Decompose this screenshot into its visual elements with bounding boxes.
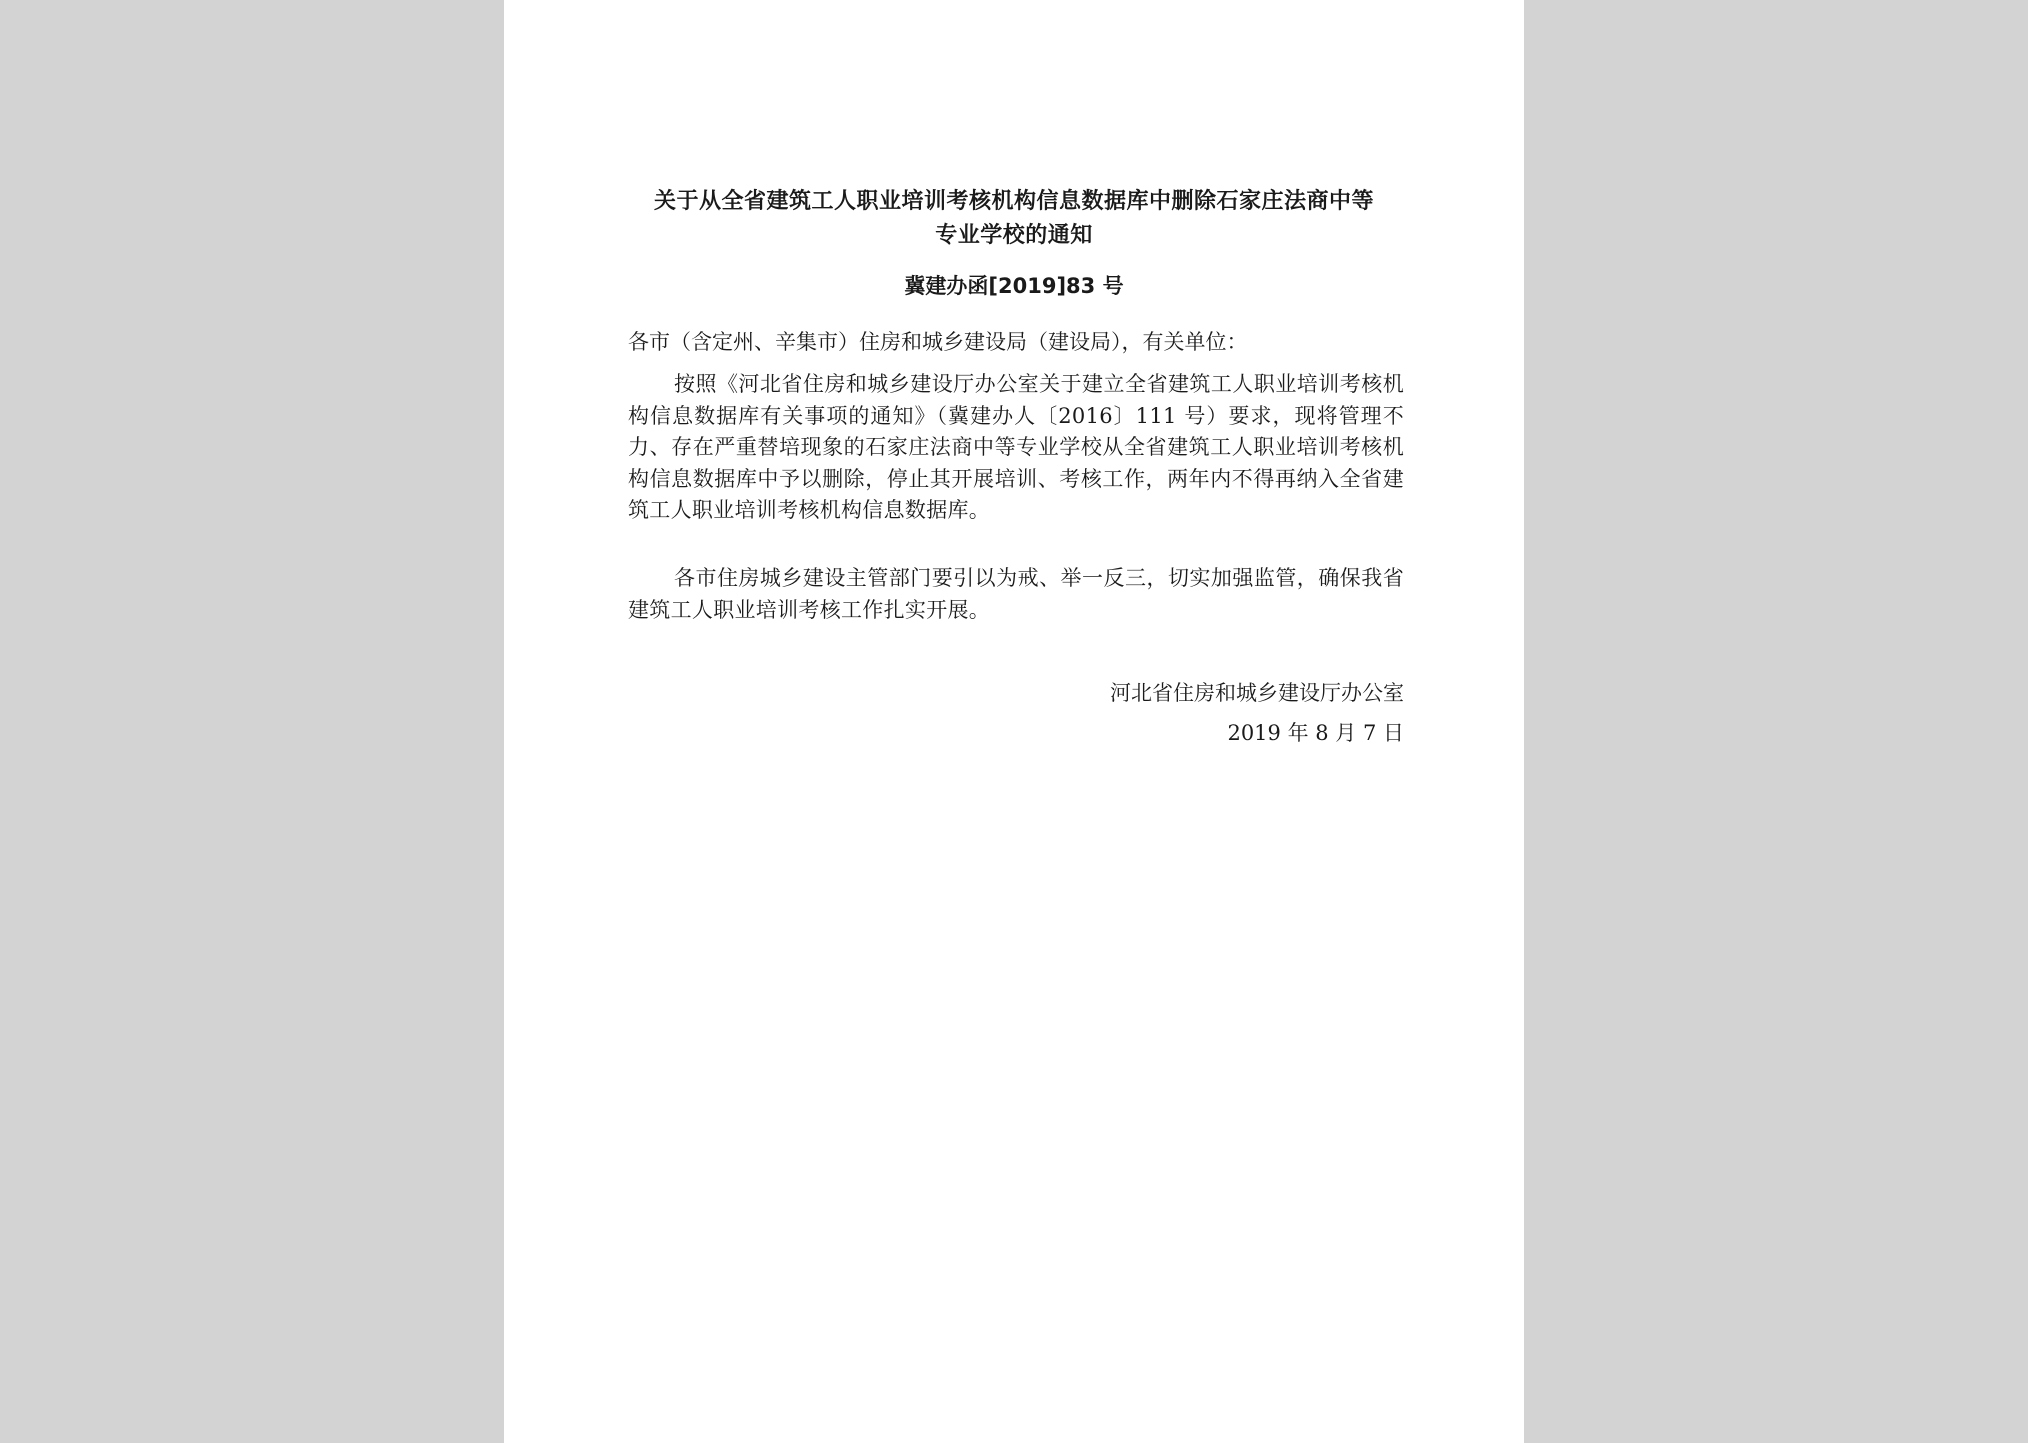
- body-paragraph-1: 按照《河北省住房和城乡建设厅办公室关于建立全省建筑工人职业培训考核机构信息数据库有关事项的通知》（冀建办人〔2016〕111 号）要求，现将管理不力、存在严重替培现象的石家庄法商中等专业学校从全省建筑工人职业培训考核机构信息数据库中予以删除，停止其开展培训、考核工作，两年内不得再纳入全省建筑工人职业培训考核机构信息数据库。: [628, 372, 1404, 522]
- body-paragraph-2: 各市住房城乡建设主管部门要引以为戒、举一反三，切实加强监管，确保我省建筑工人职业培训考核工作扎实开展。: [628, 566, 1404, 622]
- addressee: 各市（含定州、辛集市）住房和城乡建设局（建设局），有关单位：: [628, 330, 1248, 354]
- document-page: [504, 0, 1524, 1443]
- signature-block: [1104, 673, 1404, 753]
- signature-organization: 河北省住房和城乡建设厅办公室: [1110, 681, 1404, 705]
- document-number: 冀建办函[2019]83 号: [904, 274, 1124, 298]
- document-title: [624, 185, 1404, 253]
- title-line-2: 专业学校的通知: [935, 223, 1093, 248]
- signature-date: 2019 年 8 月 7 日: [1227, 721, 1404, 745]
- title-line-1: 关于从全省建筑工人职业培训考核机构信息数据库中删除石家庄法商中等: [653, 189, 1374, 214]
